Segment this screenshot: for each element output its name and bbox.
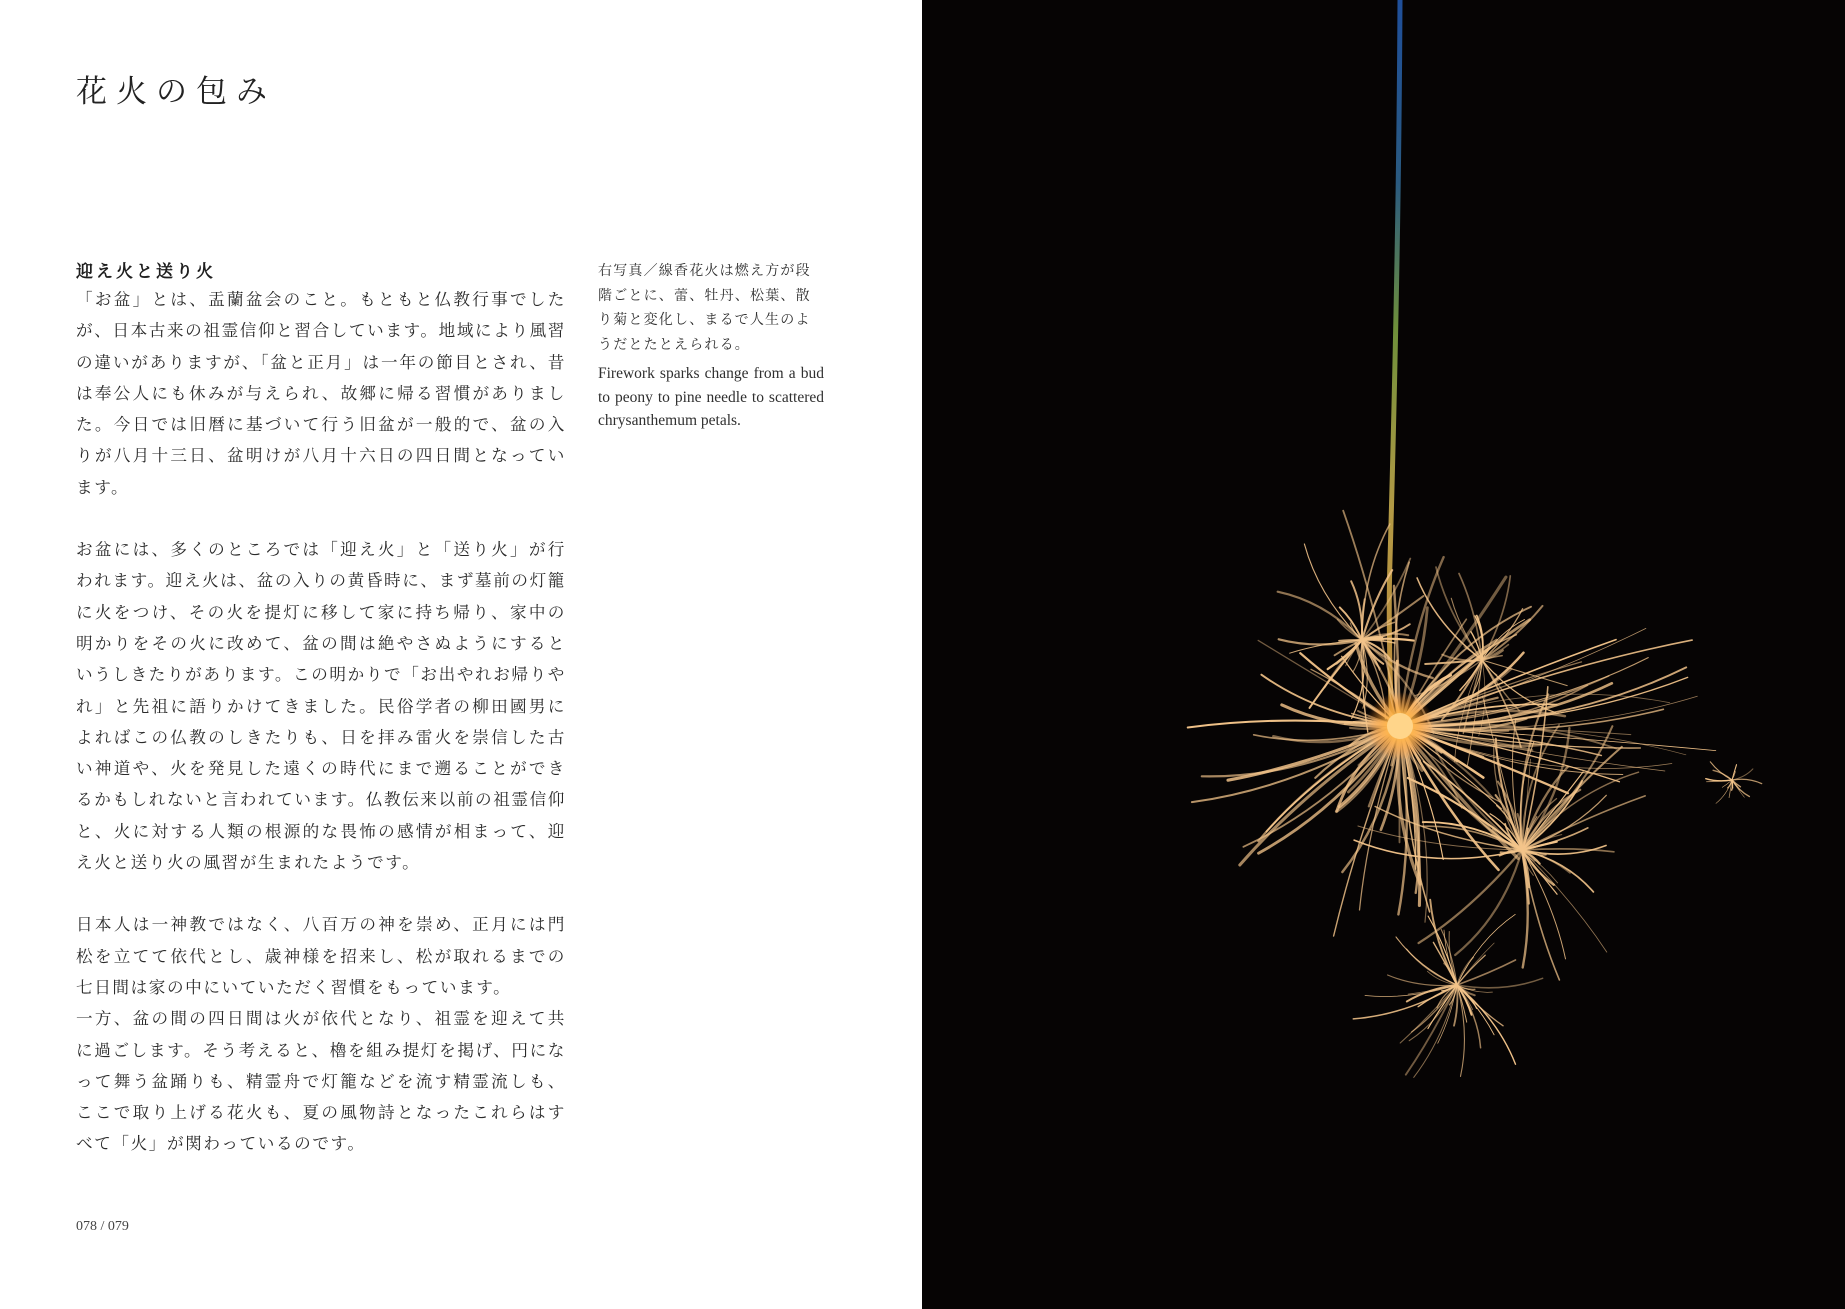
- photo-background: [922, 0, 1845, 1309]
- left-page: [0, 0, 922, 1309]
- body-paragraph-3: 日本人は一神教ではなく、八百万の神を崇め、正月には門松を立てて依代とし、歳神様を招来し、松が取れるまでの七日間は家の中にいていただく習慣をもっています。 一方、盆の間の四日間は火が依代となり、祖霊を迎えて共に過ごします。そう考えると、櫓を組み提灯を掲げ、円になって舞う盆踊りも、精霊舟で灯籠などを流す精霊流しも、ここで取り上げる花火も、夏の風物詩となったこれらはすべて「火」が関わっているのです。: [76, 915, 566, 1154]
- caption-english: Firework sparks change from a bud to peony to pine needle to scattered chrysanthemum petals.: [598, 365, 824, 430]
- sparkler-photo: [922, 0, 1845, 1309]
- page-number: 078 / 079: [76, 1219, 129, 1234]
- page-title: 花火の包み: [76, 74, 276, 110]
- right-page: [922, 0, 1845, 1309]
- caption-japanese: 右写真／線香花火は燃え方が段階ごとに、蕾、牡丹、松葉、散り菊と変化し、まるで人生のようだとたとえられる。: [598, 263, 811, 353]
- body-text: [76, 284, 566, 1191]
- sparkler-core: [1387, 713, 1413, 739]
- body-paragraph-1: 「お盆」とは、盂蘭盆会のこと。もともと仏教行事でしたが、日本古来の祖霊信仰と習合しています。地域により風習の違いがありますが、「盆と正月」は一年の節目とされ、昔は奉公人にも休みが与えられ、故郷に帰る習慣がありました。今日では旧暦に基づいて行う旧盆が一般的で、盆の入りが八月十三日、盆明けが八月十六日の四日間となっています。: [76, 290, 566, 497]
- photo-caption: [598, 259, 824, 433]
- body-paragraph-2: お盆には、多くのところでは「迎え火」と「送り火」が行われます。迎え火は、盆の入りの黄昏時に、まず墓前の灯籠に火をつけ、その火を提灯に移して家に持ち帰り、家中の明かりをその火に改めて、盆の間は絶やさぬようにするというしきたりがあります。この明かりで「お出やれお帰りやれ」と先祖に語りかけてきました。民俗学者の柳田國男によればこの仏教のしきたりも、日を拝み雷火を崇信した古い神道や、火を発見した遠くの時代にまで遡ることができるかもしれないと言われています。仏教伝来以前の祖霊信仰と、火に対する人類の根源的な畏怖の感情が相まって、迎え火と送り火の風習が生まれたようです。: [76, 540, 566, 873]
- section-heading: 迎え火と送り火: [76, 262, 216, 282]
